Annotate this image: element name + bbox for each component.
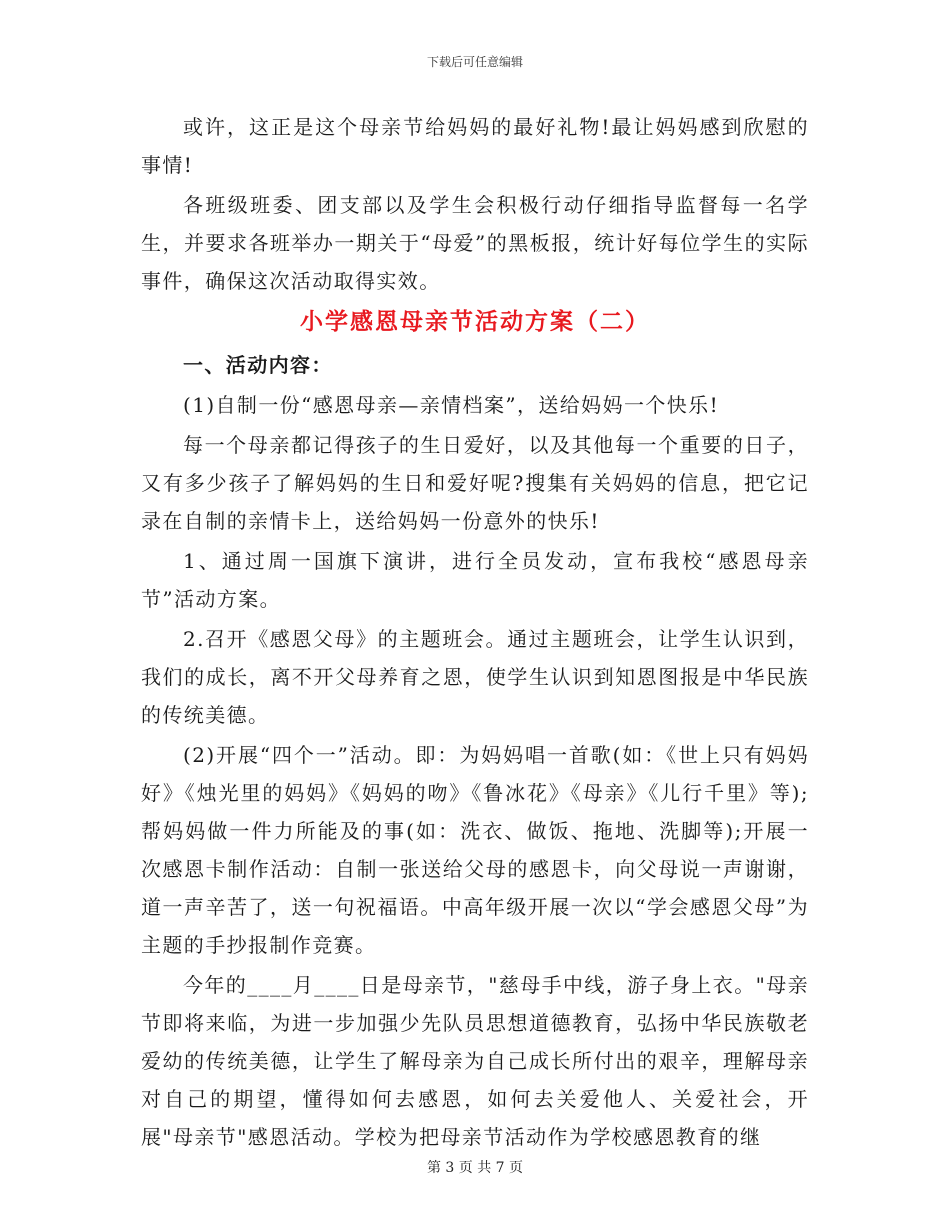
page-header-note: 下载后可任意编辑 [426, 55, 523, 69]
document-body [141, 108, 809, 1158]
paragraph: 2.召开《感恩父母》的主题班会。通过主题班会，让学生认识到，我们的成长，离不开父母养育之恩，使学生认识到知恩图报是中华民族的传统美德。 [141, 627, 809, 727]
paragraph: 1、通过周一国旗下演讲，进行全员发动，宣布我校“感恩母亲节”活动方案。 [141, 549, 809, 611]
paragraph: 今年的____月____日是母亲节，"慈母手中线，游子身上衣。"母亲节即将来临，为进一步加强少先队员思想道德教育，弘扬中华民族敬老爱幼的传统美德，让学生了解母亲为自己成长所付出的艰辛，理解母亲对自己的期望，懂得如何去感恩，如何去关爱他人、关爱社会，开展"母亲节"感恩活动。学校为把母亲节活动作为学校感恩教育的继 [141, 973, 809, 1149]
paragraph: 各班级班委、团支部以及学生会积极行动仔细指导监督每一名学生，并要求各班举办一期关于“母爱”的黑板报，统计好每位学生的实际事件，确保这次活动取得实效。 [141, 193, 809, 293]
section-title: 小学感恩母亲节活动方案（二） [300, 309, 650, 335]
paragraph: 每一个母亲都记得孩子的生日爱好，以及其他每一个重要的日子，又有多少孩子了解妈妈的生日和爱好呢?搜集有关妈妈的信息，把它记录在自制的亲情卡上，送给妈妈一份意外的快乐! [141, 433, 809, 533]
paragraph: (2)开展“四个一”活动。即：为妈妈唱一首歌(如：《世上只有妈妈好》《烛光里的妈妈》《妈妈的吻》《鲁冰花》《母亲》《儿行千里》等);帮妈妈做一件力所能及的事(如：洗衣、做饭、拖地、洗脚等);开展一次感恩卡制作活动：自制一张送给父母的感恩卡，向父母说一声谢谢，道一声辛苦了，送一句祝福语。中高年级开展一次以“学会感恩父母”为主题的手抄报制作竞赛。 [141, 743, 809, 957]
section-heading: 一、活动内容： [183, 353, 333, 377]
paragraph: 或许，这正是这个母亲节给妈妈的最好礼物!最让妈妈感到欣慰的事情! [141, 115, 809, 177]
paragraph: (1)自制一份“感恩母亲—亲情档案”，送给妈妈一个快乐! [183, 393, 720, 417]
page-number-footer: 第 3 页 共 7 页 [426, 1160, 524, 1176]
